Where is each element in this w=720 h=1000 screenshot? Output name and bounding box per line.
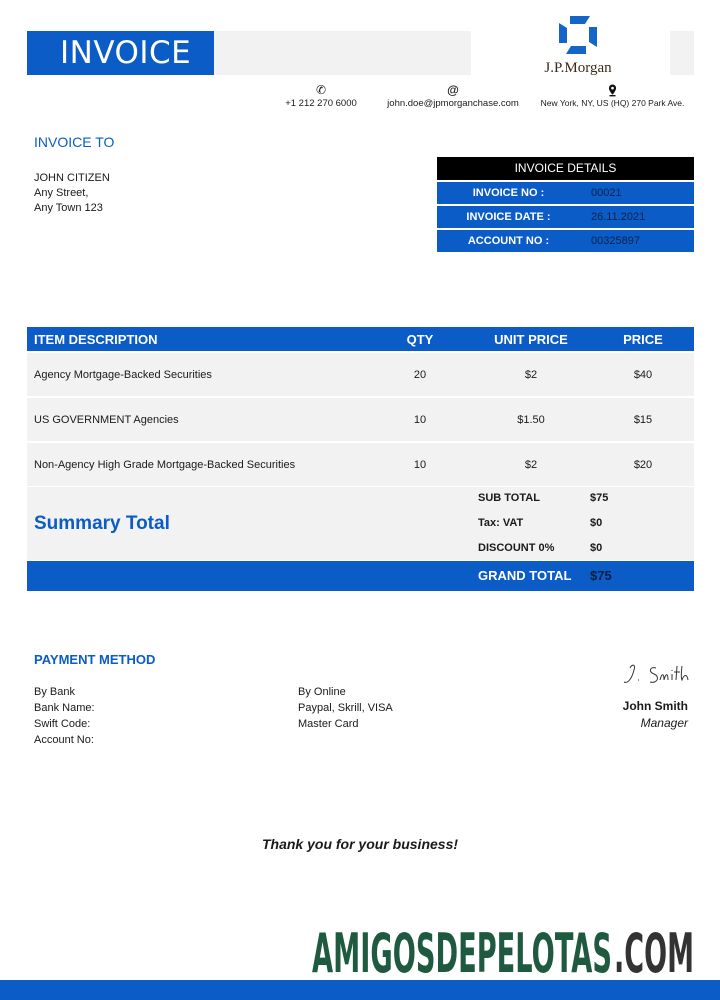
header-unit-price: UNIT PRICE: [494, 331, 568, 347]
subtotal-row: [478, 492, 608, 504]
contact-address: [535, 83, 690, 108]
summary-title: Summary Total: [34, 513, 170, 534]
detail-row-invoice-date: [437, 206, 694, 228]
phone-icon: ✆: [315, 83, 327, 97]
item-unit-price: $1.50: [517, 413, 545, 426]
item-description: Agency Mortgage-Backed Securities: [34, 368, 212, 381]
discount-label: DISCOUNT 0%: [478, 542, 555, 554]
payment-by-online: [298, 684, 393, 732]
items-table: [27, 327, 694, 486]
invoice-title: INVOICE: [27, 31, 214, 75]
item-qty: 10: [413, 413, 427, 426]
detail-value: 00021: [591, 187, 622, 199]
payment-line: Master Card: [298, 718, 359, 730]
payment-line: Paypal, Skrill, VISA: [298, 702, 393, 714]
payment-line: By Online: [298, 686, 346, 698]
location-pin-icon: [535, 83, 690, 97]
detail-value: 26.11.2021: [591, 211, 646, 223]
payment-by-bank: [34, 684, 95, 748]
grand-total-label: GRAND TOTAL: [478, 568, 572, 583]
client-name: JOHN CITIZEN: [34, 172, 110, 184]
watermark-suffix-text: .COM: [614, 922, 694, 978]
client-street: Any Street,: [34, 187, 89, 199]
grand-total-bar: [27, 561, 694, 591]
detail-row-account-no: [437, 230, 694, 252]
thank-you-note: Thank you for your business!: [261, 836, 459, 852]
tax-row: [478, 517, 602, 529]
header-band-right: [670, 31, 694, 75]
header-qty: QTY: [406, 331, 434, 347]
detail-label: INVOICE NO :: [472, 187, 545, 199]
footer-bar: [0, 980, 720, 1000]
detail-label: INVOICE DATE :: [466, 211, 551, 223]
subtotal-value: $75: [590, 492, 609, 504]
tax-label: Tax: VAT: [478, 517, 524, 529]
item-price: $20: [633, 458, 653, 471]
discount-value: $0: [590, 542, 603, 554]
header-band: [214, 31, 471, 75]
detail-label: ACCOUNT NO :: [467, 235, 550, 247]
table-row: [27, 353, 694, 396]
billing-address: [34, 171, 110, 216]
watermark-main-text: AMIGOSDEPELOTAS: [312, 922, 612, 978]
tax-value: $0: [590, 517, 603, 529]
subtotal-label: SUB TOTAL: [478, 492, 540, 504]
client-town: Any Town 123: [34, 202, 103, 214]
watermark: [300, 918, 710, 978]
signatory-role: Manager: [640, 716, 688, 730]
grand-total-value: $75: [590, 568, 612, 583]
invoice-details-heading: INVOICE DETAILS: [437, 157, 694, 180]
detail-value: 00325897: [591, 235, 640, 247]
payment-line: By Bank: [34, 686, 75, 698]
detail-row-invoice-no: [437, 182, 694, 204]
summary-block: [27, 487, 694, 560]
item-price: $40: [633, 368, 653, 381]
header-item-description: ITEM DESCRIPTION: [34, 331, 158, 347]
payment-line: Account No:: [34, 734, 94, 746]
signatory-name: John Smith: [622, 699, 688, 713]
header-price: PRICE: [623, 331, 663, 347]
payment-line: Bank Name:: [34, 702, 95, 714]
item-description: Non-Agency High Grade Mortgage-Backed Securities: [34, 458, 296, 471]
item-description: US GOVERNMENT Agencies: [34, 413, 179, 426]
invoice-details-box: [437, 157, 694, 252]
contact-phone: [276, 83, 366, 109]
phone-number: +1 212 270 6000: [285, 98, 357, 109]
handwritten-signature: [622, 660, 692, 690]
at-icon: @: [447, 83, 459, 97]
jpmorgan-octagon-icon: [558, 15, 598, 55]
item-qty: 20: [413, 368, 427, 381]
invoice-to-heading: INVOICE TO: [34, 134, 115, 150]
discount-row: [478, 542, 602, 554]
contact-email: [378, 83, 528, 109]
table-row: [27, 398, 694, 441]
item-unit-price: $2: [524, 458, 538, 471]
payment-method-heading: PAYMENT METHOD: [34, 652, 156, 667]
table-header: [27, 327, 694, 351]
company-logo: [530, 14, 630, 82]
email-address: john.doe@jpmorganchase.com: [387, 98, 519, 109]
item-unit-price: $2: [524, 368, 538, 381]
logo-wordmark: J.P.Morgan: [544, 60, 612, 76]
address-text: New York, NY, US (HQ) 270 Park Ave.: [540, 98, 685, 108]
table-row: [27, 443, 694, 486]
item-price: $15: [633, 413, 653, 426]
payment-line: Swift Code:: [34, 718, 91, 730]
item-qty: 10: [413, 458, 427, 471]
